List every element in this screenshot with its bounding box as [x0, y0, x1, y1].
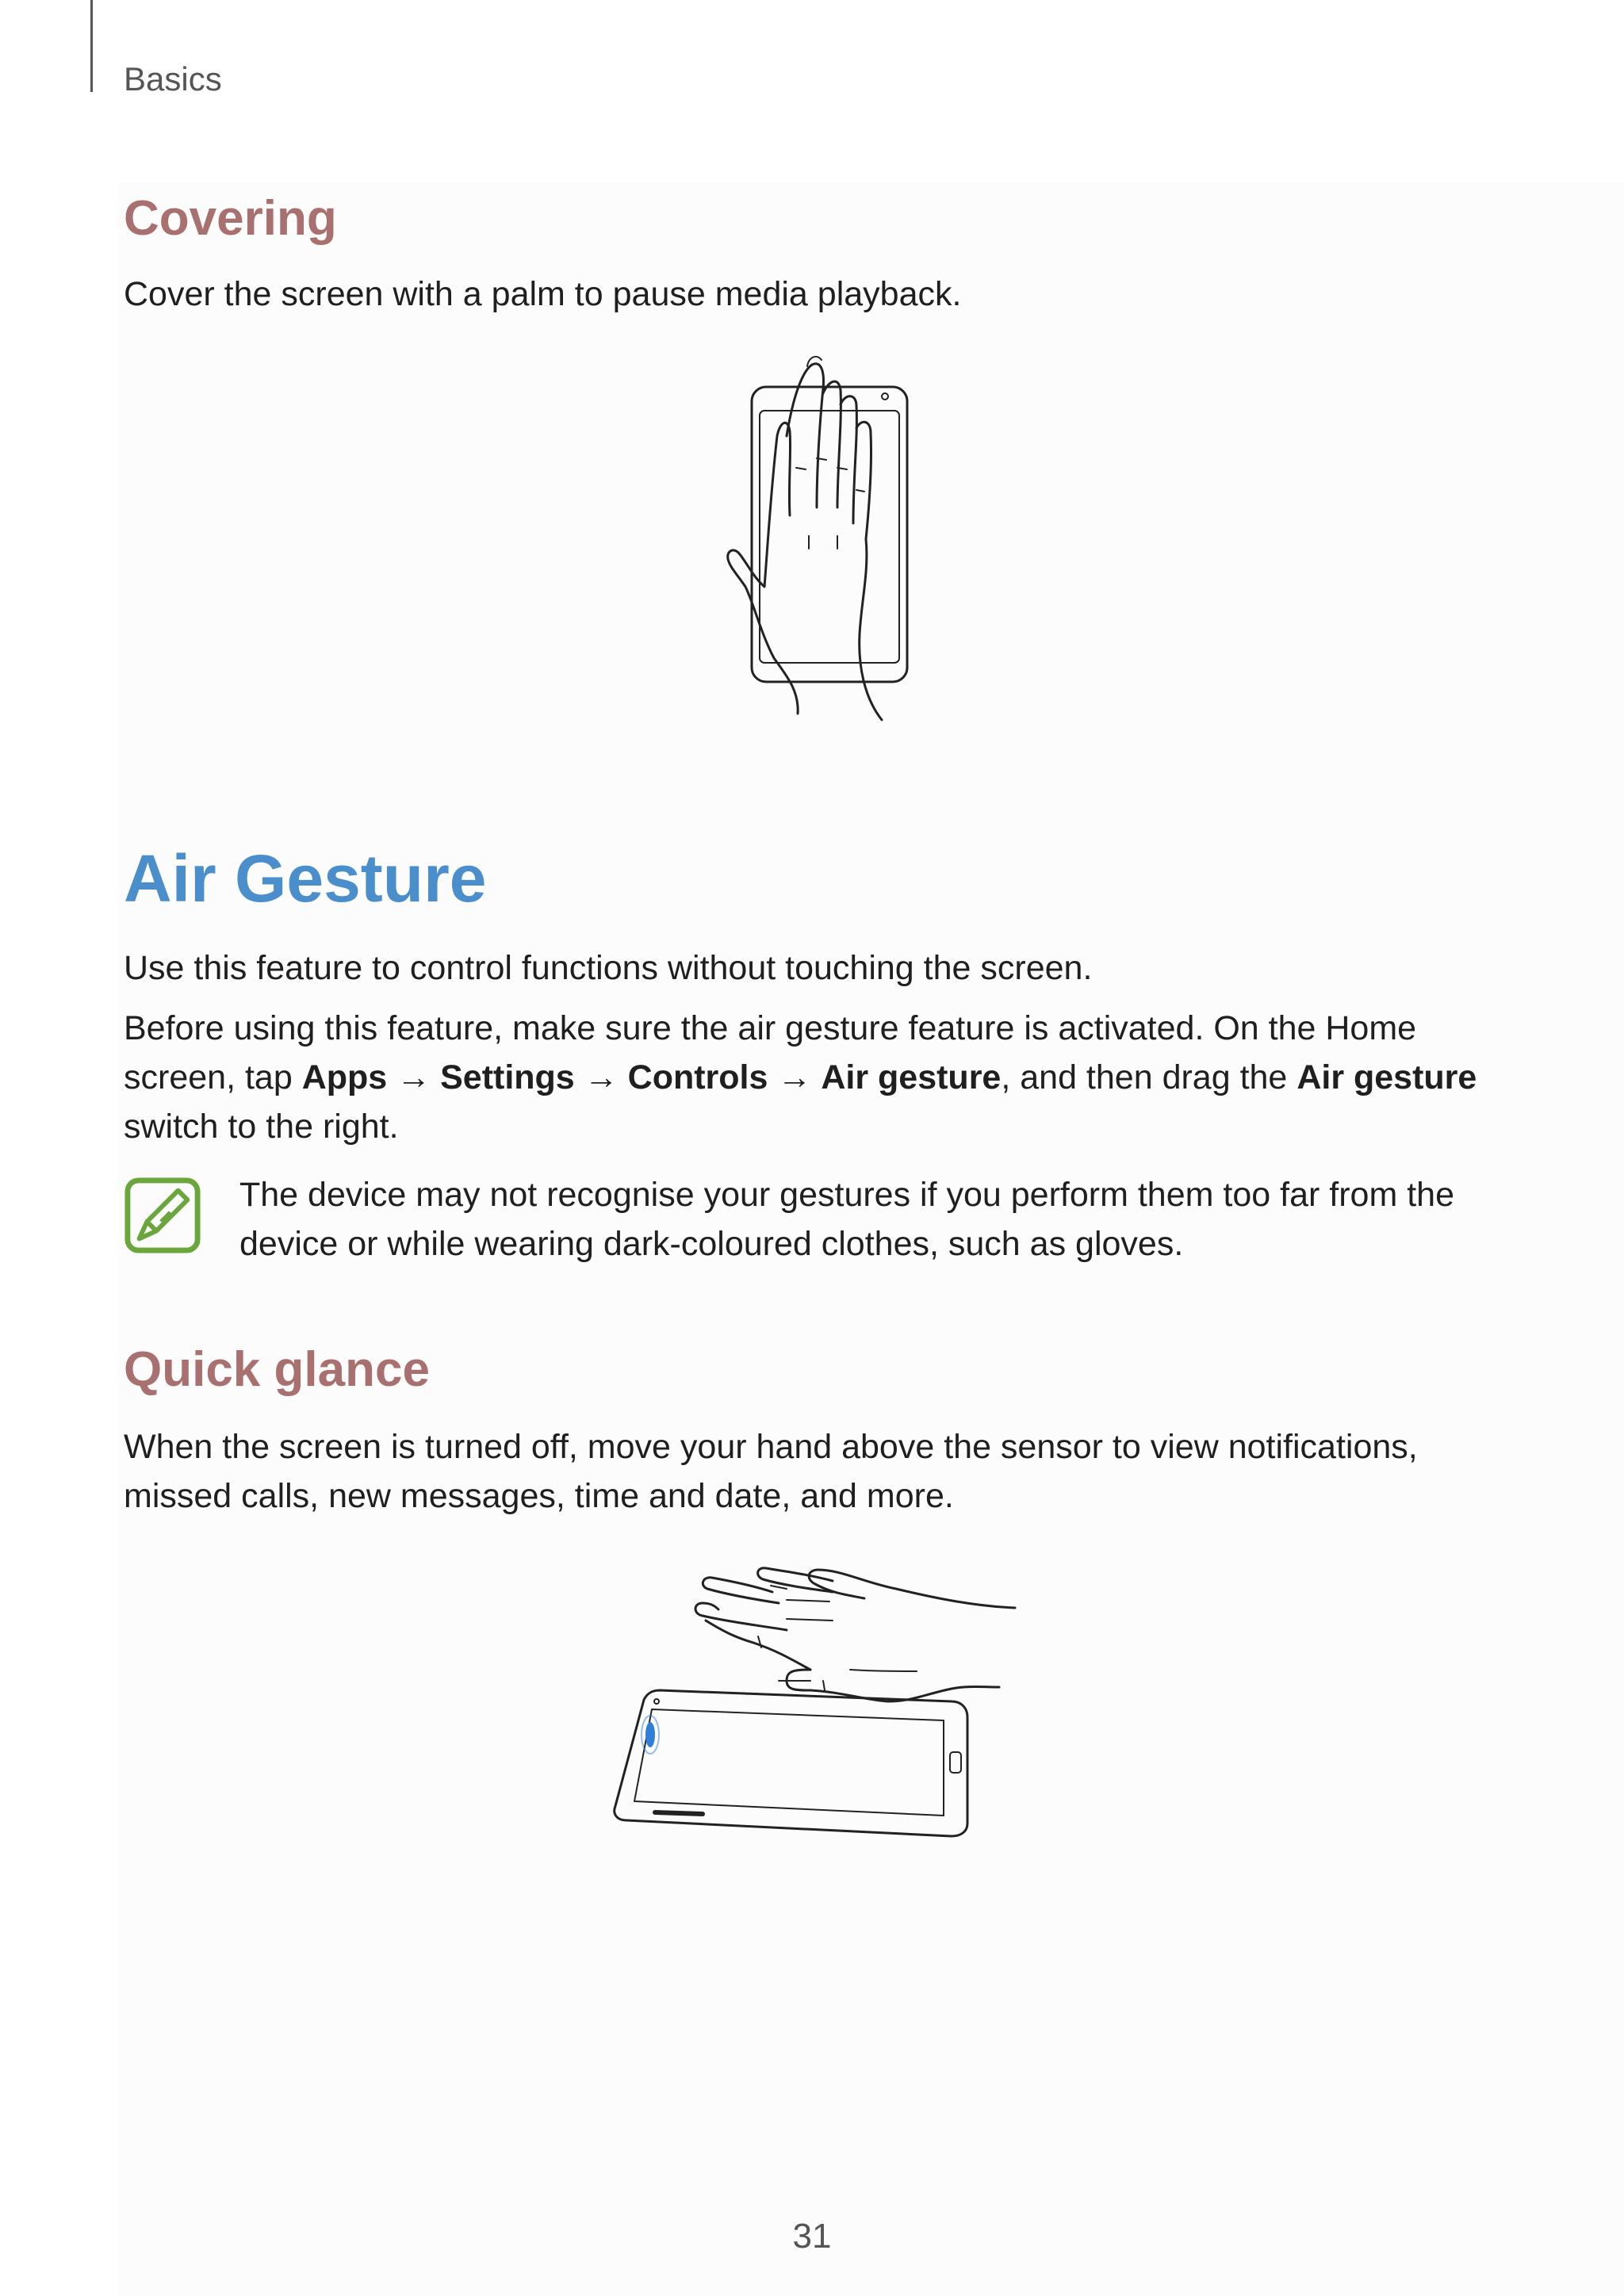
header-rule: [90, 0, 93, 92]
note-pencil-icon: [124, 1177, 201, 1254]
sensor-light: [645, 1722, 655, 1747]
air-gesture-instructions: Before using this feature, make sure the air gesture feature is activated. On the Home screen, tap Apps → Settings → Controls → Air gesture, and then drag the Air gesture switch to the right.: [124, 1009, 1477, 1146]
air-gesture-switch-name: Air gesture: [1297, 1058, 1477, 1096]
section-label: Basics: [124, 60, 222, 98]
air-gesture-intro: Use this feature to control functions without touching the screen.: [124, 949, 1093, 987]
air-gesture-note: The device may not recognise your gestures if you perform them too far from the device or while wearing dark-coloured clothes, such as gloves.: [239, 1176, 1454, 1263]
air-gesture-heading: Air Gesture: [124, 841, 487, 916]
controls-menu-path: Controls: [627, 1058, 768, 1096]
quick-glance-description: When the screen is turned off, move your hand above the sensor to view notifications, missed calls, new messages, time and date, and more.: [124, 1428, 1418, 1515]
page-number: 31: [792, 2217, 832, 2256]
covering-heading: Covering: [124, 191, 337, 246]
apps-menu-path: Apps: [301, 1058, 388, 1096]
air-gesture-menu-path: Air gesture: [821, 1058, 1002, 1096]
covering-illustration: [698, 349, 936, 729]
quick-glance-illustration: [603, 1554, 1031, 1847]
quick-glance-heading: Quick glance: [124, 1342, 430, 1397]
covering-description: Cover the screen with a palm to pause media playback.: [124, 275, 962, 313]
settings-menu-path: Settings: [440, 1058, 575, 1096]
